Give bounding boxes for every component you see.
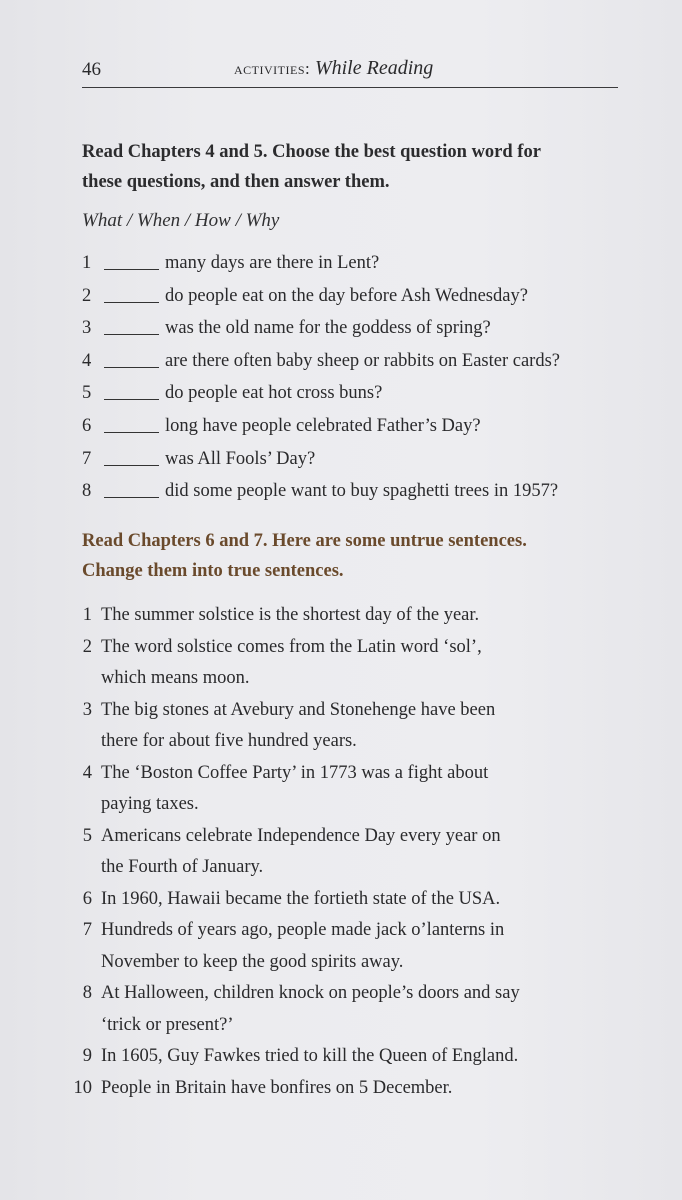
question-word-options: What / When / How / Why: [82, 210, 280, 231]
question-number: 1: [82, 253, 92, 273]
sentence-number: 7: [82, 920, 92, 940]
question-item: [82, 475, 642, 508]
sentence-item: [60, 758, 640, 821]
running-head-section: activities:: [234, 59, 311, 78]
question-item: [82, 280, 642, 313]
sentence-number: 3: [82, 699, 92, 720]
sentence-line: In 1605, Guy Fawkes tried to kill the Queen of England.: [101, 1046, 519, 1066]
sentence-line: The word solstice comes from the Latin word ‘sol’,: [101, 636, 482, 657]
sentence-item: [60, 600, 640, 632]
question-item: [82, 443, 642, 476]
instruction-line: these questions, and then answer them.: [82, 172, 390, 192]
sentence-item: [60, 695, 640, 758]
sentence-line: At Halloween, children knock on people’s doors and say: [101, 983, 520, 1003]
question-text: do people eat on the day before Ash Wednesday?: [165, 285, 528, 306]
answer-blank: [104, 367, 159, 368]
question-number: 8: [82, 481, 92, 502]
sentence-item: [60, 1073, 640, 1105]
sentence-item: [60, 884, 640, 916]
question-number: 2: [82, 285, 92, 306]
exercise-2-instruction: [82, 526, 627, 586]
instruction-line: Read Chapters 4 and 5. Choose the best question word for: [82, 142, 541, 162]
sentence-line: The ‘Boston Coffee Party’ in 1773 was a fight about: [101, 762, 489, 783]
sentence-line: November to keep the good spirits away.: [101, 951, 404, 972]
instruction-line: Change them into true sentences.: [82, 561, 344, 581]
sentence-item: [60, 632, 640, 695]
sentence-line: Americans celebrate Independence Day every year on: [101, 825, 501, 846]
sentence-item: [60, 978, 640, 1041]
question-item: [82, 247, 642, 280]
question-number: 6: [82, 415, 92, 436]
question-item: [82, 312, 642, 345]
answer-blank: [104, 269, 159, 270]
sentence-item: [60, 915, 640, 978]
sentence-number: 4: [82, 762, 92, 783]
sentence-item: [60, 1041, 640, 1073]
question-text: was the old name for the goddess of spring?: [165, 318, 491, 339]
answer-blank: [104, 399, 159, 400]
sentence-item: [60, 821, 640, 884]
question-item: [82, 345, 642, 378]
page-number: 46: [82, 59, 101, 80]
question-text: was All Fools’ Day?: [165, 448, 316, 469]
sentence-list: [60, 600, 640, 1104]
answer-blank: [104, 497, 159, 498]
sentence-line: paying taxes.: [101, 794, 199, 814]
answer-blank: [104, 334, 159, 335]
sentence-number: 5: [82, 825, 92, 846]
question-item: [82, 410, 642, 443]
answer-blank: [104, 302, 159, 303]
running-head: [234, 57, 433, 80]
sentence-line: ‘trick or present?’: [101, 1014, 234, 1035]
sentence-number: 2: [82, 636, 92, 657]
sentence-line: there for about five hundred years.: [101, 731, 357, 751]
sentence-line: People in Britain have bonfires on 5 December.: [101, 1077, 453, 1098]
exercise-1-instruction: [82, 137, 627, 197]
instruction-line: Read Chapters 6 and 7. Here are some untrue sentences.: [82, 531, 527, 551]
sentence-line: Hundreds of years ago, people made jack o’lanterns in: [101, 920, 505, 940]
question-text: are there often baby sheep or rabbits on Easter cards?: [165, 350, 561, 371]
sentence-line: The big stones at Avebury and Stonehenge have been: [101, 699, 496, 720]
sentence-number: 1: [82, 605, 92, 625]
sentence-line: The summer solstice is the shortest day of the year.: [101, 605, 480, 625]
sentence-number: 9: [82, 1046, 92, 1066]
question-number: 7: [82, 448, 92, 469]
question-text: many days are there in Lent?: [165, 253, 380, 273]
answer-blank: [104, 465, 159, 466]
question-text: long have people celebrated Father’s Day?: [165, 415, 481, 436]
question-text: did some people want to buy spaghetti trees in 1957?: [165, 481, 559, 502]
question-number: 3: [82, 318, 92, 339]
sentence-line: the Fourth of January.: [101, 857, 264, 877]
sentence-number: 6: [82, 888, 92, 909]
sentence-line: In 1960, Hawaii became the fortieth state of the USA.: [101, 888, 501, 909]
page-header: [82, 55, 618, 88]
question-number: 4: [82, 350, 92, 371]
answer-blank: [104, 432, 159, 433]
sentence-line: which means moon.: [101, 668, 250, 688]
running-head-title: While Reading: [314, 57, 434, 79]
sentence-number: 10: [73, 1077, 92, 1098]
sentence-number: 8: [82, 983, 92, 1003]
question-text: do people eat hot cross buns?: [165, 383, 383, 404]
question-list: [82, 247, 642, 508]
question-number: 5: [82, 383, 92, 404]
question-item: [82, 377, 642, 410]
